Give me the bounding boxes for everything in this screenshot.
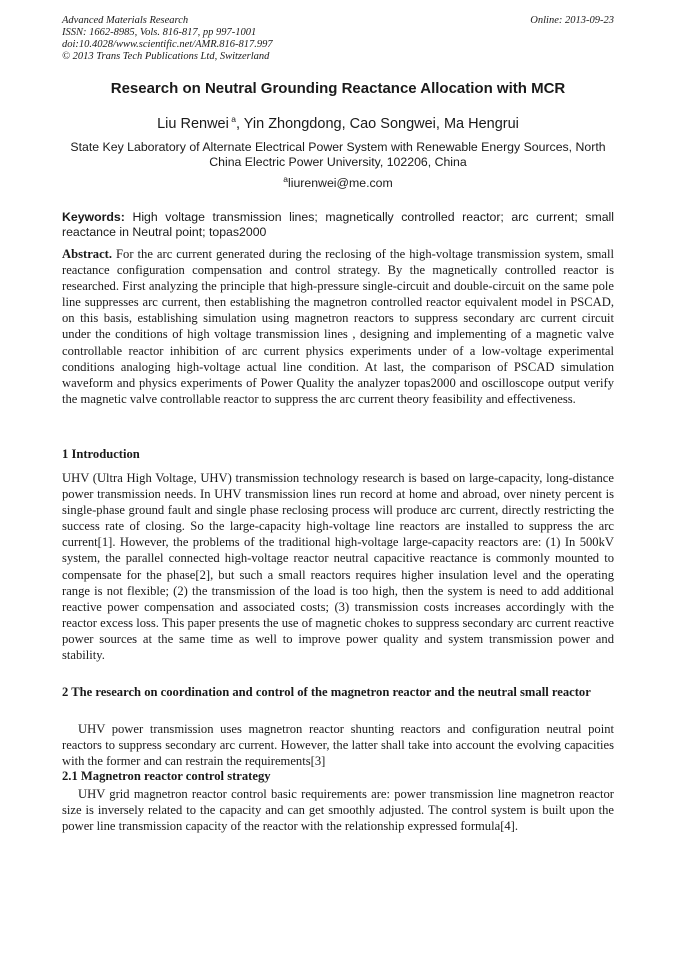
abstract-text: For the arc current generated during the reclosing of the high-voltage transmission system, small reactance configuration compensation and control strategy. By the magnetically controlled reactor is researched. First analyzing the principle that high-pressure single-circuit and double-circuit on the same pole line suppresses arc current, then establishing the magnetron controlled reactor equivalent model in PSCAD, on this basis, establishing simulation using magnetron reactors to suppress secondary arc current circuit under the conditions of high voltage transmission lines , designing and implementing of a magnetic valve controllable reactor inhibition of arc current physics experiments under of a low-voltage experimental conditions analoging high-voltage actual line condition. At last, the comparison of PSCAD simulation waveform and physics experiments of Power Quality the analyzer topas2000 and oscilloscope output verify the magnetic valve controllable reactor to suppress the arc current theory feasibility and effectiveness. [62,247,614,406]
issn-line: ISSN: 1662-8985, Vols. 816-817, pp 997-1001 [62,27,257,38]
section-paragraph-coordination: UHV power transmission uses magnetron reactor shunting reactors and configuration neutral point reactors to suppress secondary arc current. However, the latter shall take into account the evolving capacities with the former and can restrain the requirements[3] [62,722,614,769]
author-separator: , [235,115,244,132]
author-1: Liu Renwei [157,115,229,132]
section-paragraph-introduction: UHV (Ultra High Voltage, UHV) transmission technology research is based on large-capacity, long-distance power transmission needs. In UHV transmission lines run record at home and abroad, over ninety percent is single-phase ground fault and single phase reclosing process will produce arc current, directly restricting the success rate of closing. So the large-capacity high-voltage line reactors are installed to suppress the arc current[1]. However, the problems of the traditional high-voltage large-capacity reactors are: (1) In 500kV system, the parallel connected high-voltage reactor neutral capacitive reactance is commonly mounted to compensate for the phase[2], but such a small reactors requires higher insulation level and the operating range is not flexible; (2) the transmission of the load is too high, then the system is need to add additional reactive power compensation and associated costs; (3) transmission costs increases accordingly with the reactor excess loss. This paper presents the use of magnetic chokes to suppress secondary arc current reactive power sources at the same time as well to improve power quality and system transmission power and stability. [62,471,614,663]
abstract [62,246,614,407]
author-1-affil-mark: a [231,114,236,124]
subsection-heading-control-strategy: 2.1 Magnetron reactor control strategy [62,769,271,783]
author-3: Cao Songwei [349,115,436,132]
journal-header [62,15,614,63]
author-2: Yin Zhongdong [243,115,342,132]
affiliation: State Key Laboratory of Alternate Electrical Power System with Renewable Energy Sources, North China Electric Power University, 102206, China [70,140,606,169]
author-list [62,114,614,132]
author-email [62,174,614,190]
keywords [62,210,614,240]
online-date: Online: 2013-09-23 [530,15,614,26]
paper-title: Research on Neutral Grounding Reactance Allocation with MCR [110,80,566,97]
keywords-text: High voltage transmission lines; magnetically controlled reactor; arc current; small reactance in Neutral point; topas2000 [62,210,614,239]
author-separator: , [435,115,444,132]
author-4: Ma Hengrui [443,115,519,132]
doi-line: doi:10.4028/www.scientific.net/AMR.816-817.997 [62,39,273,50]
email-affil-mark: a [283,174,288,184]
email-address: liurenwei@me.com [287,176,393,191]
section-heading-introduction: 1 Introduction [62,447,140,461]
subsection-paragraph-control-strategy: UHV grid magnetron reactor control basic requirements are: power transmission line magnetron reactor size is inversely related to the capacity and can get smoothly adjusted. The control system is built upon the power line transmission capacity of the reactor with the relationship expressed formula[4]. [62,787,614,834]
section-heading-coordination: 2 The research on coordination and control of the magnetron reactor and the neutral small reactor [62,685,591,699]
abstract-label: Abstract. [62,247,113,261]
author-separator: , [341,115,350,132]
journal-name: Advanced Materials Research [62,15,189,26]
keywords-label: Keywords: [62,210,125,224]
copyright-line: © 2013 Trans Tech Publications Ltd, Switzerland [62,51,270,62]
